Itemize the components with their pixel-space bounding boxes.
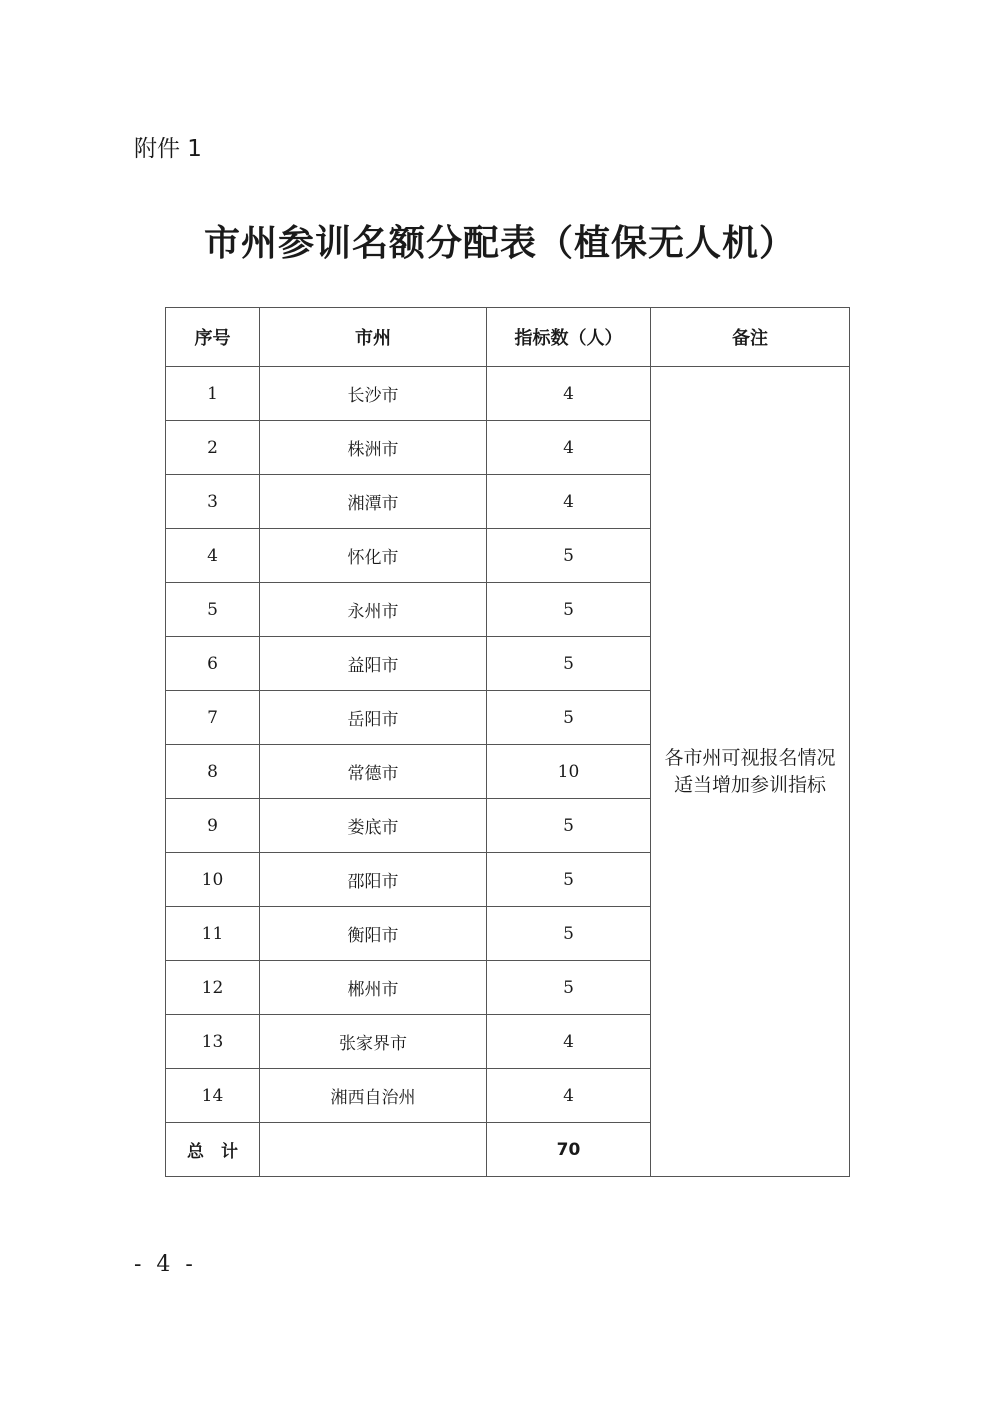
- table-header-row: [166, 308, 850, 367]
- page-number: - 4 -: [134, 1252, 197, 1277]
- cell-no: 8: [166, 745, 260, 799]
- quota-table: [165, 307, 850, 1177]
- cell-quota: 5: [487, 691, 651, 745]
- cell-quota: 5: [487, 637, 651, 691]
- total-city: [260, 1123, 487, 1177]
- cell-no: 1: [166, 367, 260, 421]
- cell-no: 7: [166, 691, 260, 745]
- cell-quota: 5: [487, 583, 651, 637]
- cell-quota: 10: [487, 745, 651, 799]
- cell-city: 湘潭市: [260, 475, 487, 529]
- cell-remark: [651, 367, 850, 1177]
- page-title: 市州参训名额分配表（植保无人机）: [203, 223, 796, 264]
- cell-no: 9: [166, 799, 260, 853]
- cell-city: 衡阳市: [260, 907, 487, 961]
- cell-quota: 5: [487, 853, 651, 907]
- cell-city: 长沙市: [260, 367, 487, 421]
- cell-quota: 5: [487, 961, 651, 1015]
- cell-city: 娄底市: [260, 799, 487, 853]
- cell-no: 4: [166, 529, 260, 583]
- total-value: 70: [487, 1123, 651, 1177]
- cell-city: 益阳市: [260, 637, 487, 691]
- cell-quota: 5: [487, 799, 651, 853]
- header-no: 序号: [166, 308, 260, 367]
- cell-city: 郴州市: [260, 961, 487, 1015]
- remark-line-2: 适当增加参训指标: [673, 773, 826, 796]
- cell-no: 11: [166, 907, 260, 961]
- cell-city: 岳阳市: [260, 691, 487, 745]
- header-remark: 备注: [651, 308, 850, 367]
- cell-quota: 5: [487, 529, 651, 583]
- cell-city: 怀化市: [260, 529, 487, 583]
- table-body: [166, 367, 850, 1177]
- cell-city: 株洲市: [260, 421, 487, 475]
- cell-no: 3: [166, 475, 260, 529]
- table-row: [166, 367, 850, 421]
- cell-city: 常德市: [260, 745, 487, 799]
- cell-no: 2: [166, 421, 260, 475]
- cell-quota: 4: [487, 367, 651, 421]
- cell-no: 13: [166, 1015, 260, 1069]
- cell-quota: 4: [487, 475, 651, 529]
- header-city: 市州: [260, 308, 487, 367]
- header-quota: 指标数（人）: [487, 308, 651, 367]
- cell-city: 张家界市: [260, 1015, 487, 1069]
- cell-quota: 4: [487, 1015, 651, 1069]
- cell-quota: 4: [487, 1069, 651, 1123]
- remark-line-1: 各市州可视报名情况: [664, 746, 836, 769]
- cell-no: 10: [166, 853, 260, 907]
- cell-quota: 4: [487, 421, 651, 475]
- cell-no: 6: [166, 637, 260, 691]
- cell-no: 12: [166, 961, 260, 1015]
- cell-city: 湘西自治州: [260, 1069, 487, 1123]
- cell-quota: 5: [487, 907, 651, 961]
- total-label: 总 计: [166, 1123, 260, 1177]
- cell-no: 14: [166, 1069, 260, 1123]
- cell-city: 永州市: [260, 583, 487, 637]
- attachment-label: 附件 1: [134, 136, 202, 162]
- cell-city: 邵阳市: [260, 853, 487, 907]
- cell-no: 5: [166, 583, 260, 637]
